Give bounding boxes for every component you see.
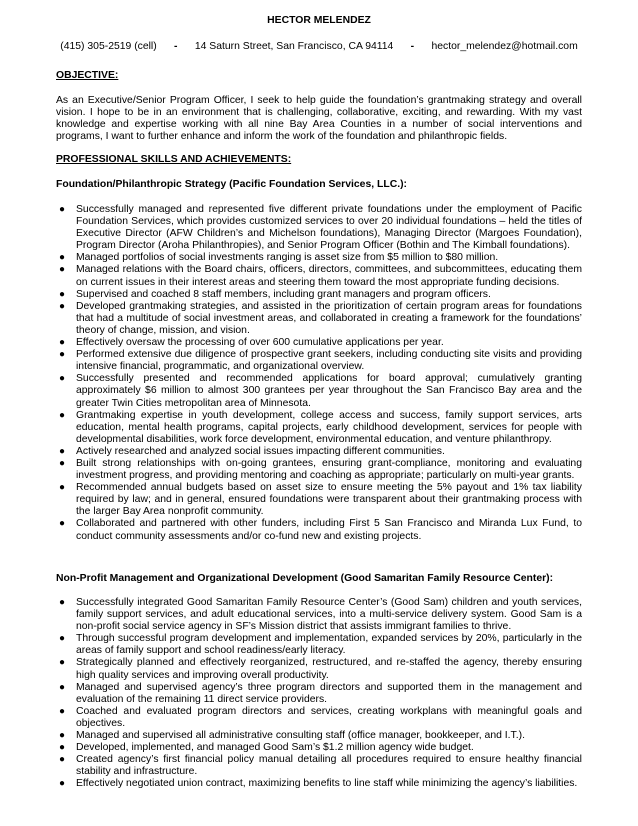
bullet-dot-icon: ● [59, 597, 66, 608]
bullet-dot-icon: ● [59, 349, 66, 361]
bullet-text: Managed and supervised agency’s three program directors and supported them in the management and evaluation of the remaining 11 direct service providers. [76, 681, 582, 705]
bullet-item [56, 754, 582, 778]
bullet-item [56, 518, 582, 542]
bullet-text: Supervised and coached 8 staff members, including grant managers and program officers. [76, 288, 491, 300]
section-title-foundation-strategy: Foundation/Philanthropic Strategy (Pacific Foundation Services, LLC.): [56, 179, 408, 190]
objective-text: As an Executive/Senior Program Officer, I seek to help guide the foundation’s grantmaking strategy and overall vision. I hope to be in an environment that is challenging, collaborative, exciting, and rewarding. With my vast knowledge and expertise working with all nine Bay Area Counties in a number of social interventions and programs, I want to further enhance and inform the work of the foundation and philanthropic fields. [56, 95, 582, 143]
bullet-text: Recommended annual budgets based on asset size to ensure meeting the 5% payout and 1% tax liability required by law; and in general, ensured foundations were transparent about their grantmaking process with the larger Bay Area nonprofit community. [76, 482, 582, 518]
bullet-item [56, 410, 582, 446]
bullet-text: Successfully managed and represented five different private foundations under the employment of Pacific Foundation Services, which provides customized services to over 20 individual foundations – held the titles of Executive Director (AFW Children’s and Michelson foundations), Managing Director (Margoes Foundation), Program Director (Aroha Philanthropies), and Senior Program Officer (Bothin and The Kimball foundations). [76, 204, 582, 252]
bullet-dot-icon: ● [59, 288, 66, 300]
bullet-item [56, 264, 582, 288]
bullet-item [56, 633, 582, 657]
bullet-text: Effectively oversaw the processing of over 600 cumulative applications per year. [76, 337, 444, 349]
bullet-item [56, 458, 582, 482]
applicant-name: HECTOR MELENDEZ [267, 15, 371, 26]
bullet-item [56, 657, 582, 681]
bullet-text: Built strong relationships with on-going grantees, ensuring grant-compliance, monitoring and evaluating investment progress, and providing mentoring and coaching as appropriate; particularly on multi-year grants. [76, 457, 582, 482]
bullet-item [56, 252, 582, 264]
contact-separator: - [174, 41, 178, 52]
bullet-text: Strategically planned and effectively reorganized, restructured, and re-staffed the agency, thereby ensuring high quality services and improving overall productivity. [76, 657, 582, 681]
bullet-text: Successfully integrated Good Samaritan Family Resource Center’s (Good Sam) children and youth services, family support services, and adult educational services, into a multi-service delivery system. Good Sam is a non-profit social service agency in SF’s Mission district that assists immigrant families to thrive. [76, 597, 582, 633]
bullet-dot-icon: ● [59, 518, 66, 530]
bullet-dot-icon: ● [59, 681, 66, 693]
bullet-dot-icon: ● [59, 742, 66, 754]
bullet-text: Developed, implemented, and managed Good Sam’s $1.2 million agency wide budget. [76, 742, 474, 754]
street-address: 14 Saturn Street, San Francisco, CA 94114 [194, 41, 394, 52]
bullet-text: Managed and supervised all administrative consulting staff (office manager, bookkeeper, and I.T.). [76, 730, 525, 742]
bullet-dot-icon: ● [59, 705, 66, 717]
contact-separator: - [410, 41, 415, 52]
phone-number: (415) 305-2519 (cell) [60, 41, 157, 52]
contact-line [0, 41, 638, 53]
bullet-dot-icon: ● [59, 445, 66, 457]
bullet-dot-icon: ● [59, 657, 66, 669]
bullet-item [56, 301, 582, 337]
bullet-item [56, 337, 582, 349]
bullet-text: Managed portfolios of social investments ranging is asset size from $5 million to $80 million. [76, 252, 499, 264]
skills-heading: PROFESSIONAL SKILLS AND ACHIEVEMENTS: [56, 154, 292, 165]
bullet-dot-icon: ● [59, 457, 66, 469]
bullet-item [56, 778, 582, 790]
bullet-item [56, 706, 582, 730]
bullet-text: Coached and evaluated program directors and services, creating workplans with meaningful goals and objectives. [76, 705, 582, 729]
bullet-dot-icon: ● [59, 754, 66, 766]
bullet-text: Actively researched and analyzed social issues impacting different communities. [76, 445, 445, 457]
bullet-dot-icon: ● [59, 409, 66, 421]
bullet-text: Grantmaking expertise in youth development, college access and success, family support services, arts education, mental health programs, capital projects, early childhood development, services for people with developmental disabilities, work force development, environmental education, and venture philanthropy. [76, 409, 582, 445]
bullet-item [56, 349, 582, 373]
bullet-item [56, 289, 582, 301]
bullet-item [56, 597, 582, 633]
bullet-dot-icon: ● [59, 264, 66, 276]
bullet-item [56, 482, 582, 518]
bullet-item [56, 446, 582, 458]
bullet-item [56, 204, 582, 252]
bullet-text: Developed grantmaking strategies, and assisted in the prioritization of certain program areas for foundations that had a multitude of social investment areas, and collaborated in creating a framework for the foundations’ theory of change, mission, and vision. [76, 300, 582, 336]
bullet-text: Performed extensive due diligence of prospective grant seekers, including conducting site visits and providing intensive financial, programmatic, and organizational overview. [76, 349, 582, 373]
bullet-dot-icon: ● [59, 633, 66, 645]
bullet-text: Effectively negotiated union contract, maximizing benefits to line staff while minimizing the agency’s liabilities. [76, 778, 578, 790]
foundation-strategy-bullet-list [56, 204, 582, 543]
bullet-dot-icon: ● [59, 252, 66, 264]
nonprofit-management-bullet-list [56, 597, 582, 791]
bullet-dot-icon: ● [59, 300, 66, 312]
bullet-item [56, 373, 582, 409]
bullet-text: Collaborated and partnered with other funders, including First 5 San Francisco and Miranda Lux Fund, to conduct community assessments and/or co-fund new and existing projects. [76, 518, 582, 542]
bullet-text: Successfully presented and recommended applications for board approval; cumulatively granting approximately $6 million to almost 300 grantees per year throughout the San Francisco Bay area and the greater Twin Cities metropolitan area of Minnesota. [76, 373, 582, 409]
email-address: hector_melendez@hotmail.com [431, 41, 578, 52]
bullet-item [56, 742, 582, 754]
bullet-text: Managed relations with the Board chairs, officers, directors, committees, and subcommittees, educating them on current issues in their interest areas and steering them toward the most appropriate funding decisions. [76, 264, 582, 288]
bullet-item [56, 682, 582, 706]
objective-heading: OBJECTIVE: [56, 70, 119, 81]
bullet-text: Through successful program development and implementation, expanded services by 20%, particularly in the areas of family support and school readiness/early literacy. [76, 633, 582, 657]
bullet-dot-icon: ● [59, 778, 66, 790]
bullet-item [56, 730, 582, 742]
bullet-dot-icon: ● [59, 482, 66, 494]
bullet-dot-icon: ● [59, 730, 66, 742]
bullet-dot-icon: ● [59, 204, 66, 215]
bullet-dot-icon: ● [59, 373, 66, 385]
bullet-text: Created agency’s first financial policy manual detailing all procedures required to ensure healthy financial stability and infrastructure. [76, 754, 582, 778]
section-title-nonprofit-management: Non-Profit Management and Organizational Development (Good Samaritan Family Resource Center): [56, 573, 554, 584]
bullet-dot-icon: ● [59, 337, 66, 349]
